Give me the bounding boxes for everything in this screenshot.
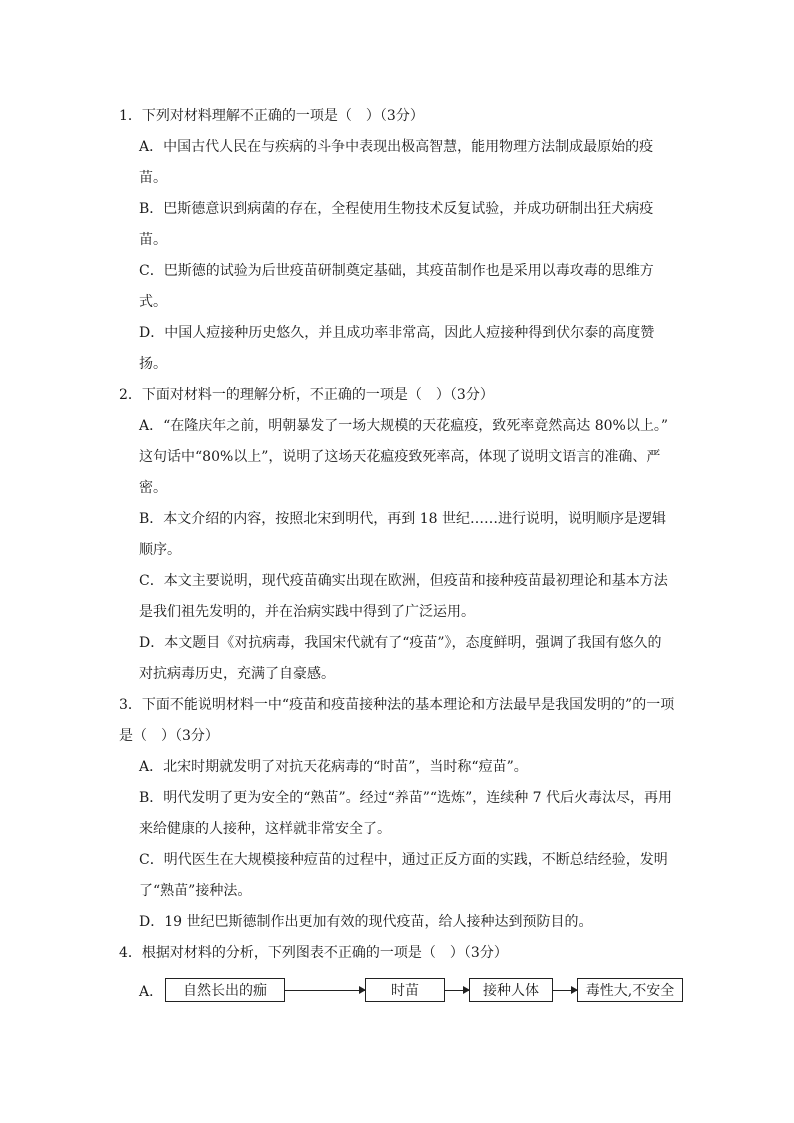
flow-box-1: 自然长出的痂: [165, 978, 285, 1002]
stem-line: 3．下面不能说明材料一中“疫苗和疫苗接种法的基本理论和方法最早是我国发明的”的一项: [119, 697, 675, 713]
question-2-option-a[interactable]: [139, 411, 679, 504]
option-line: 密。: [139, 480, 167, 496]
question-3-option-d[interactable]: [139, 907, 679, 938]
option-line: B．本文介绍的内容，按照北宋到明代，再到 18 世纪……进行说明，说明顺序是逻辑: [139, 511, 667, 527]
question-4-option-a-flowchart[interactable]: [139, 975, 699, 1008]
option-line: B．巴斯德意识到病菌的存在，全程使用生物技术反复试验，并成功研制出狂犬病疫: [139, 201, 654, 217]
question-3-option-c[interactable]: [139, 845, 679, 907]
question-3-option-a[interactable]: [139, 752, 679, 783]
arrow-right-icon: [445, 990, 469, 991]
option-line: 顺序。: [139, 542, 181, 558]
option-line: 是我们祖先发明的，并在治病实践中得到了广泛运用。: [139, 604, 475, 620]
option-line: 来给健康的人接种，这样就非常安全了。: [139, 821, 391, 837]
option-line: D．本文题目《对抗病毒，我国宋代就有了“疫苗”》，态度鲜明，强调了我国有悠久的: [139, 635, 662, 651]
option-line: D．中国人痘接种历史悠久，并且成功率非常高，因此人痘接种得到伏尔泰的高度赞: [139, 325, 655, 341]
option-line: B．明代发明了更为安全的“熟苗”。经过“养苗”“选炼”，连续种 7 代后火毒汰尽，再用: [139, 790, 673, 806]
question-2-option-c[interactable]: [139, 566, 679, 628]
option-line: C．明代医生在大规模接种痘苗的过程中，通过正反方面的实践，不断总结经验，发明: [139, 852, 668, 868]
option-line: A．“在隆庆年之前，明朝暴发了一场大规模的天花瘟疫，致死率竟然高达 80%以上。”: [139, 418, 668, 434]
flow-box-3: 接种人体: [469, 978, 553, 1002]
question-3-option-b[interactable]: [139, 783, 679, 845]
question-2-stem: 2．下面对材料一的理解分析，不正确的一项是（ ）（3分）: [119, 387, 494, 403]
question-1-stem: 1．下列对材料理解不正确的一项是（ ）（3分）: [119, 108, 424, 124]
option-line: 了“熟苗”接种法。: [139, 883, 252, 899]
question-2-option-d[interactable]: [139, 628, 679, 690]
option-line: 苗。: [139, 232, 167, 248]
option-line: C．巴斯德的试验为后世疫苗研制奠定基础，其疫苗制作也是采用以毒攻毒的思维方: [139, 263, 654, 279]
arrow-right-icon: [553, 990, 577, 991]
option-line: A．北宋时期就发明了对抗天花病毒的“时苗”，当时称“痘苗”。: [139, 759, 528, 775]
option-line: D．19 世纪巴斯德制作出更加有效的现代疫苗，给人接种达到预防目的。: [139, 914, 593, 930]
option-line: A．中国古代人民在与疾病的斗争中表现出极高智慧，能用物理方法制成最原始的疫: [139, 139, 654, 155]
question-1-option-a[interactable]: [139, 132, 679, 194]
option-line: 对抗病毒历史，充满了自豪感。: [139, 666, 335, 682]
flow-box-2: 时苗: [365, 978, 445, 1002]
option-line: 这句话中“80%以上”，说明了这场天花瘟疫致死率高，体现了说明文语言的准确、严: [139, 449, 661, 465]
stem-line: 是（ ）（3分）: [119, 728, 219, 744]
option-line: 式。: [139, 294, 167, 310]
option-line: 苗。: [139, 170, 167, 186]
arrow-right-icon: [285, 990, 365, 991]
question-3-stem: [119, 690, 679, 752]
question-2-option-b[interactable]: [139, 504, 679, 566]
question-4-stem: 4．根据对材料的分析，下列图表不正确的一项是（ ）（3分）: [119, 945, 508, 961]
option-letter: A．: [139, 984, 164, 1000]
option-line: 扬。: [139, 356, 167, 372]
question-1-option-c[interactable]: [139, 256, 679, 318]
option-line: C．本文主要说明，现代疫苗确实出现在欧洲，但疫苗和接种疫苗最初理论和基本方法: [139, 573, 668, 589]
flow-box-4: 毒性大,不安全: [577, 978, 683, 1002]
question-1-option-b[interactable]: [139, 194, 679, 256]
question-1-option-d[interactable]: [139, 318, 679, 380]
